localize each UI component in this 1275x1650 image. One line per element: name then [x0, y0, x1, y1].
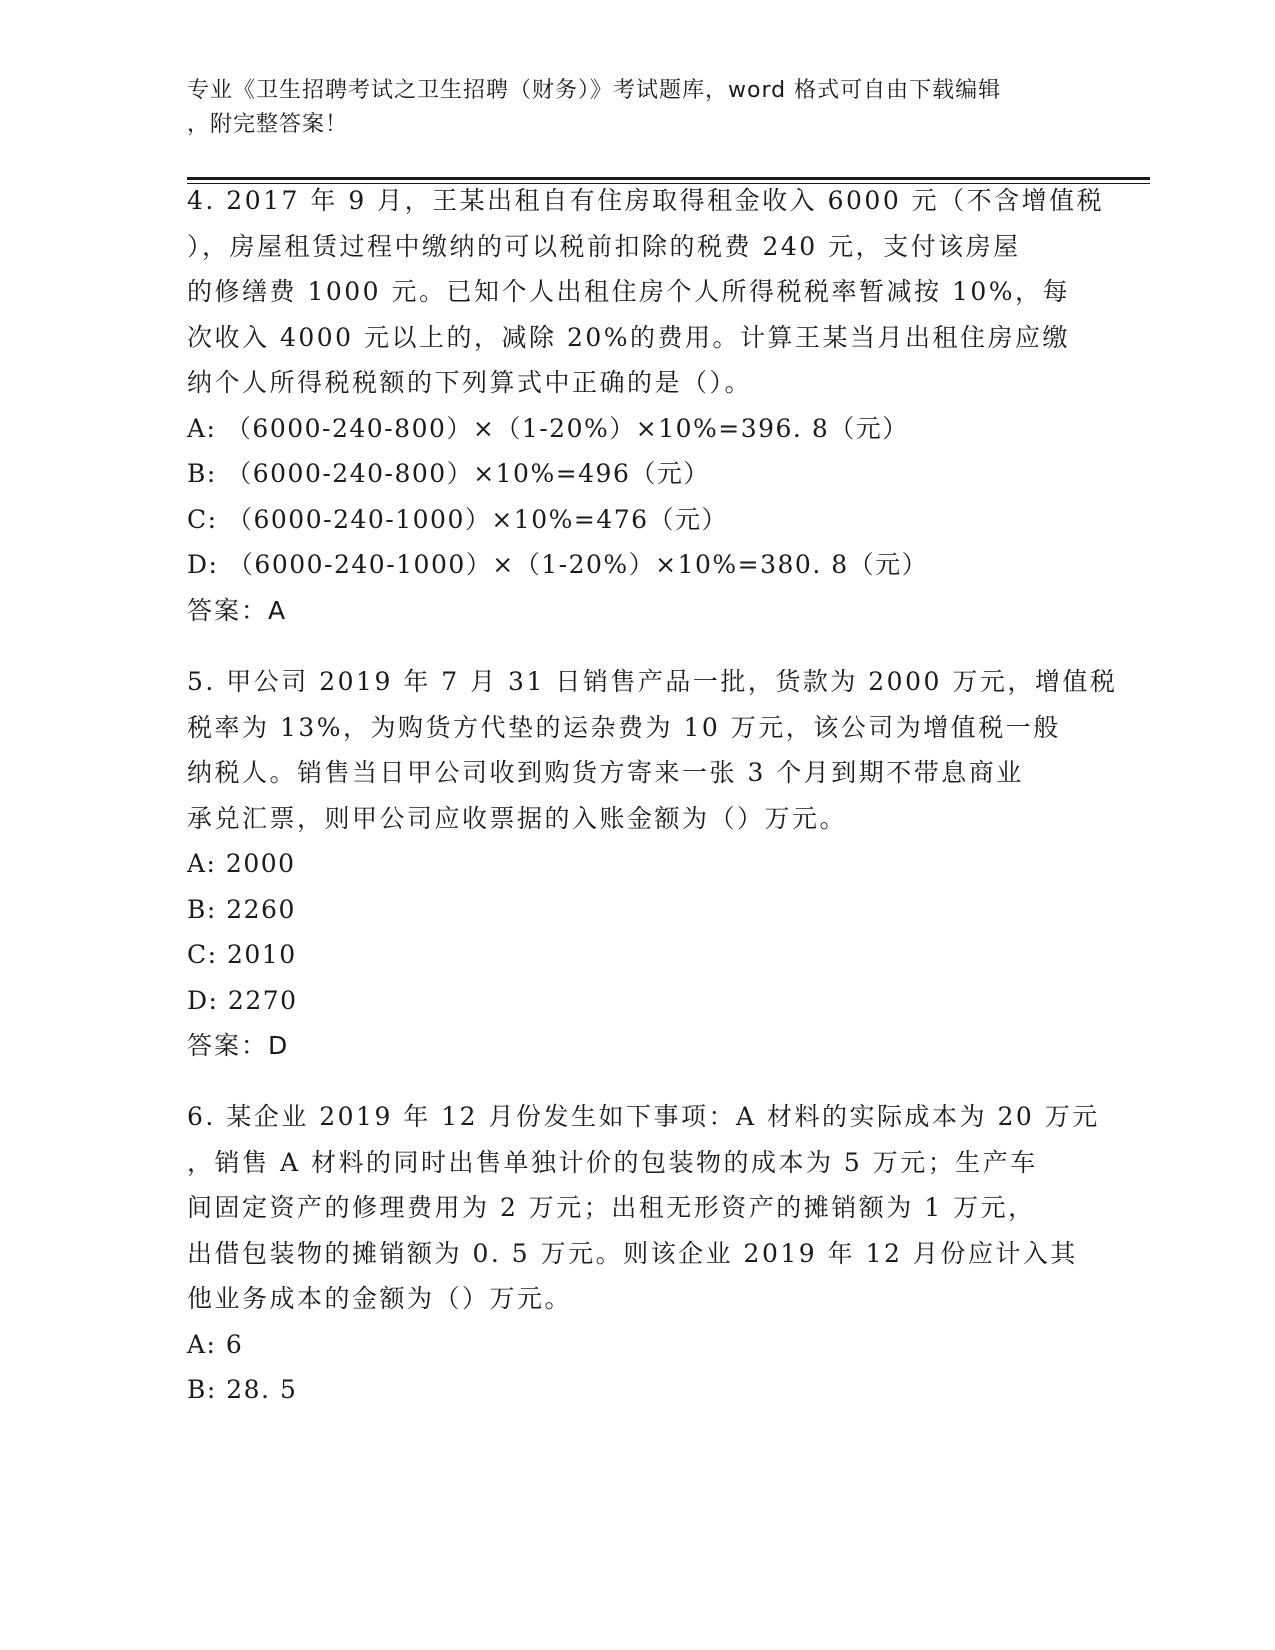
option-b: B: 28. 5 — [187, 1375, 298, 1404]
answer-line: 答案：A — [187, 595, 288, 625]
question-stem — [187, 178, 1105, 406]
stem-line: 6. 某企业 2019 年 12 月份发生如下事项：A 材料的实际成本为 20 万元 — [187, 1102, 1100, 1131]
question-stem — [187, 1094, 1100, 1322]
stem-line: 他业务成本的金额为（）万元。 — [187, 1284, 573, 1313]
document-header — [187, 74, 1087, 142]
option-a: A: （6000-240-800）×（1-20%）×10%=396. 8（元） — [187, 413, 909, 443]
option-d: D: （6000-240-1000）×（1-20%）×10%=380. 8（元） — [187, 550, 929, 579]
option-b: B: 2260 — [187, 894, 296, 924]
question-6 — [187, 1094, 1100, 1413]
header-line-2: ，附完整答案！ — [187, 112, 349, 137]
option-b: B: （6000-240-800）×10%=496（元） — [187, 459, 710, 488]
stem-line: 次收入 4000 元以上的，减除 20%的费用。计算王某当月出租住房应缴 — [187, 322, 1071, 352]
header-line-1: 专业《卫生招聘考试之卫生招聘（财务）》考试题库，word 格式可自由下载编辑 — [187, 78, 1002, 103]
stem-line: 纳税人。销售当日甲公司收到购货方寄来一张 3 个月到期不带息商业 — [187, 758, 1024, 787]
option-d: D: 2270 — [187, 985, 298, 1015]
option-c: C: （6000-240-1000）×10%=476（元） — [187, 504, 729, 534]
answer-line: 答案：D — [187, 1031, 290, 1060]
option-a: A: 6 — [187, 1329, 244, 1359]
question-4 — [187, 178, 1105, 633]
stem-line: 间固定资产的修理费用为 2 万元；出租无形资产的摊销额为 1 万元， — [187, 1193, 1036, 1222]
stem-line: 出借包装物的摊销额为 0. 5 万元。则该企业 2019 年 12 月份应计入其 — [187, 1238, 1078, 1268]
stem-line: 纳个人所得税税额的下列算式中正确的是（）。 — [187, 368, 753, 397]
question-stem — [187, 659, 1118, 841]
stem-line: 的修缮费 1000 元。已知个人出租住房个人所得税税率暂减按 10%，每 — [187, 277, 1071, 306]
question-5 — [187, 659, 1118, 1069]
stem-line: 5. 甲公司 2019 年 7 月 31 日销售产品一批，货款为 2000 万元，增值税 — [187, 667, 1118, 696]
stem-line: 承兑汇票，则甲公司应收票据的入账金额为（）万元。 — [187, 803, 848, 833]
stem-line: 税率为 13%，为购货方代垫的运杂费为 10 万元，该公司为增值税一般 — [187, 712, 1061, 742]
option-c: C: 2010 — [187, 940, 297, 969]
stem-line: ），房屋租赁过程中缴纳的可以税前扣除的税费 240 元，支付该房屋 — [187, 231, 1021, 261]
option-a: A: 2000 — [187, 849, 296, 878]
stem-line: 4. 2017 年 9 月，王某出租自有住房取得租金收入 6000 元（不含增值税 — [187, 186, 1105, 215]
stem-line: ，销售 A 材料的同时出售单独计价的包装物的成本为 5 万元；生产车 — [187, 1147, 1038, 1177]
